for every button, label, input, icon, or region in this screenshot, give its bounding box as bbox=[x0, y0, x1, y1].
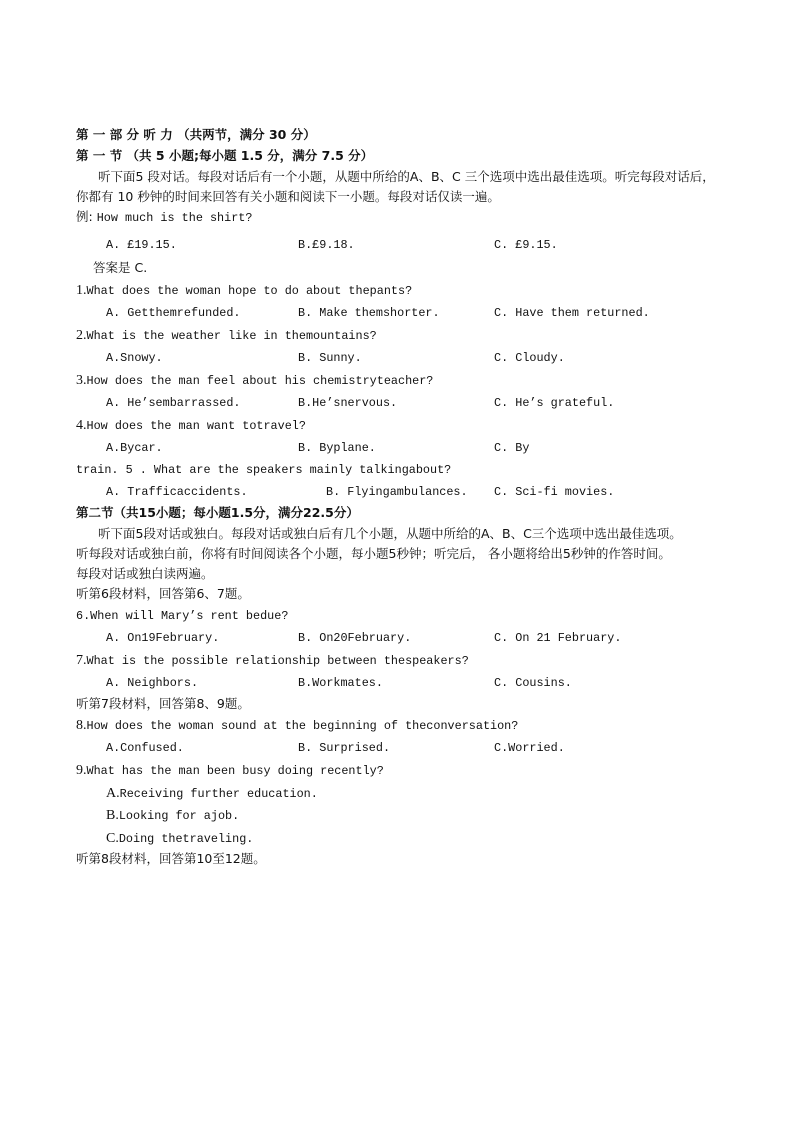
example-question bbox=[76, 209, 252, 226]
q6-option-a: A. On19February. bbox=[106, 631, 220, 645]
q4-option-b: B. Byplane. bbox=[298, 441, 376, 455]
q9-option-c-letter: C. bbox=[106, 831, 119, 846]
question-5-text: What are the speakers mainly talkingabout? bbox=[153, 463, 452, 477]
q9-option-b bbox=[106, 807, 239, 824]
question-4-overflow: train. bbox=[76, 463, 119, 477]
q3-option-c: C. He’s grateful. bbox=[494, 396, 615, 410]
q1-option-b: B. Make themshorter. bbox=[298, 306, 440, 320]
question-9-text: What has the man been busy doing recently? bbox=[86, 764, 384, 778]
question-9 bbox=[76, 762, 384, 779]
question-7-number: 7. bbox=[76, 653, 87, 668]
q1-option-c: C. Have them returned. bbox=[494, 306, 650, 320]
question-2 bbox=[76, 327, 377, 344]
q7-option-c: C. Cousins. bbox=[494, 676, 572, 690]
example-question-text: How much is the shirt? bbox=[96, 211, 253, 225]
question-4 bbox=[76, 417, 306, 434]
question-8 bbox=[76, 717, 518, 734]
example-option-c: C. £9.15. bbox=[494, 238, 558, 252]
question-1 bbox=[76, 282, 412, 299]
q8-option-a: A.Confused. bbox=[106, 741, 184, 755]
question-6-text: When will Mary’s rent bedue? bbox=[90, 609, 289, 623]
section1-instructions-2: 你都有 10 秒钟的时间来回答有关小题和阅读下一小题。每段对话仅读一遍。 bbox=[76, 189, 500, 204]
question-1-text: What does the woman hope to do about thepants? bbox=[86, 284, 413, 298]
section2-instructions-2: 听每段对话或独白前，你将有时间阅读各个小题，每小题5秒钟；听完后， 各小题将给出5秒钟的作答时间。 bbox=[76, 546, 671, 561]
q9-option-c-text: Doing thetraveling. bbox=[118, 832, 254, 846]
q4-option-c: C. By bbox=[494, 441, 530, 455]
q9-option-a-text: Receiving further education. bbox=[119, 787, 318, 801]
q6-option-c: C. On 21 February. bbox=[494, 631, 622, 645]
q2-option-c: C. Cloudy. bbox=[494, 351, 565, 365]
q9-option-b-text: Looking for ajob. bbox=[118, 809, 240, 823]
section2-instructions-3: 每段对话或独白读两遍。 bbox=[76, 566, 214, 581]
material-6-heading: 听第6段材料，回答第6、7题。 bbox=[76, 586, 250, 601]
question-5 bbox=[76, 462, 451, 478]
question-8-number: 8. bbox=[76, 718, 87, 733]
q2-option-a: A.Snowy. bbox=[106, 351, 163, 365]
section2-title: 第二节（共15小题；每小题1.5分，满分22.5分） bbox=[76, 505, 359, 520]
part1-title: 第 一 部 分 听 力 （共两节，满分 30 分） bbox=[76, 127, 316, 142]
question-5-number: 5 . bbox=[125, 463, 147, 477]
q1-option-a: A. Getthemrefunded. bbox=[106, 306, 241, 320]
q8-option-b: B. Surprised. bbox=[298, 741, 391, 755]
material-7-heading: 听第7段材料，回答第8、9题。 bbox=[76, 696, 250, 711]
q2-option-b: B. Sunny. bbox=[298, 351, 362, 365]
question-3 bbox=[76, 372, 433, 389]
question-6 bbox=[76, 607, 288, 624]
question-7-text: What is the possible relationship between thespeakers? bbox=[86, 654, 469, 668]
question-4-number: 4. bbox=[76, 418, 87, 433]
q3-option-b: B.He’snervous. bbox=[298, 396, 398, 410]
question-3-text: How does the man feel about his chemistryteacher? bbox=[86, 374, 434, 388]
question-6-number: 6. bbox=[76, 609, 91, 623]
question-9-number: 9. bbox=[76, 763, 87, 778]
q5-option-c: C. Sci-fi movies. bbox=[494, 485, 615, 499]
section2-instructions-1: 听下面5段对话或独白。每段对话或独白后有几个小题，从题中所给的A、B、C三个选项中选出最佳选项。 bbox=[98, 526, 682, 541]
q7-option-a: A. Neighbors. bbox=[106, 676, 199, 690]
question-4-text: How does the man want totravel? bbox=[86, 419, 306, 433]
example-label: 例: bbox=[76, 209, 93, 224]
example-option-b: B.£9.18. bbox=[298, 238, 355, 252]
q9-option-a-letter: A. bbox=[106, 786, 120, 801]
material-8-heading: 听第8段材料，回答第10至12题。 bbox=[76, 851, 266, 866]
example-answer: 答案是 C. bbox=[93, 260, 148, 275]
question-2-number: 2. bbox=[76, 328, 87, 343]
q9-option-a bbox=[106, 785, 318, 802]
question-1-number: 1. bbox=[76, 283, 87, 298]
question-2-text: What is the weather like in themountains? bbox=[86, 329, 377, 343]
section1-instructions-1: 听下面5 段对话。每段对话后有一个小题，从题中所给的A、B、C 三个选项中选出最佳选项。听完每段对话后， bbox=[98, 169, 715, 184]
q5-option-a: A. Trafficaccidents. bbox=[106, 485, 248, 499]
q6-option-b: B. On20February. bbox=[298, 631, 412, 645]
q9-option-c bbox=[106, 830, 253, 847]
q5-option-b: B. Flyingambulances. bbox=[326, 485, 468, 499]
question-3-number: 3. bbox=[76, 373, 87, 388]
q8-option-c: C.Worried. bbox=[494, 741, 565, 755]
question-8-text: How does the woman sound at the beginning of theconversation? bbox=[86, 719, 519, 733]
q3-option-a: A. He’sembarrassed. bbox=[106, 396, 241, 410]
section1-title: 第 一 节 （共 5 小题;每小题 1.5 分，满分 7.5 分） bbox=[76, 148, 374, 163]
question-7 bbox=[76, 652, 469, 669]
q4-option-a: A.Bycar. bbox=[106, 441, 163, 455]
example-option-a: A. £19.15. bbox=[106, 238, 177, 252]
q9-option-b-letter: B. bbox=[106, 808, 119, 823]
q7-option-b: B.Workmates. bbox=[298, 676, 383, 690]
